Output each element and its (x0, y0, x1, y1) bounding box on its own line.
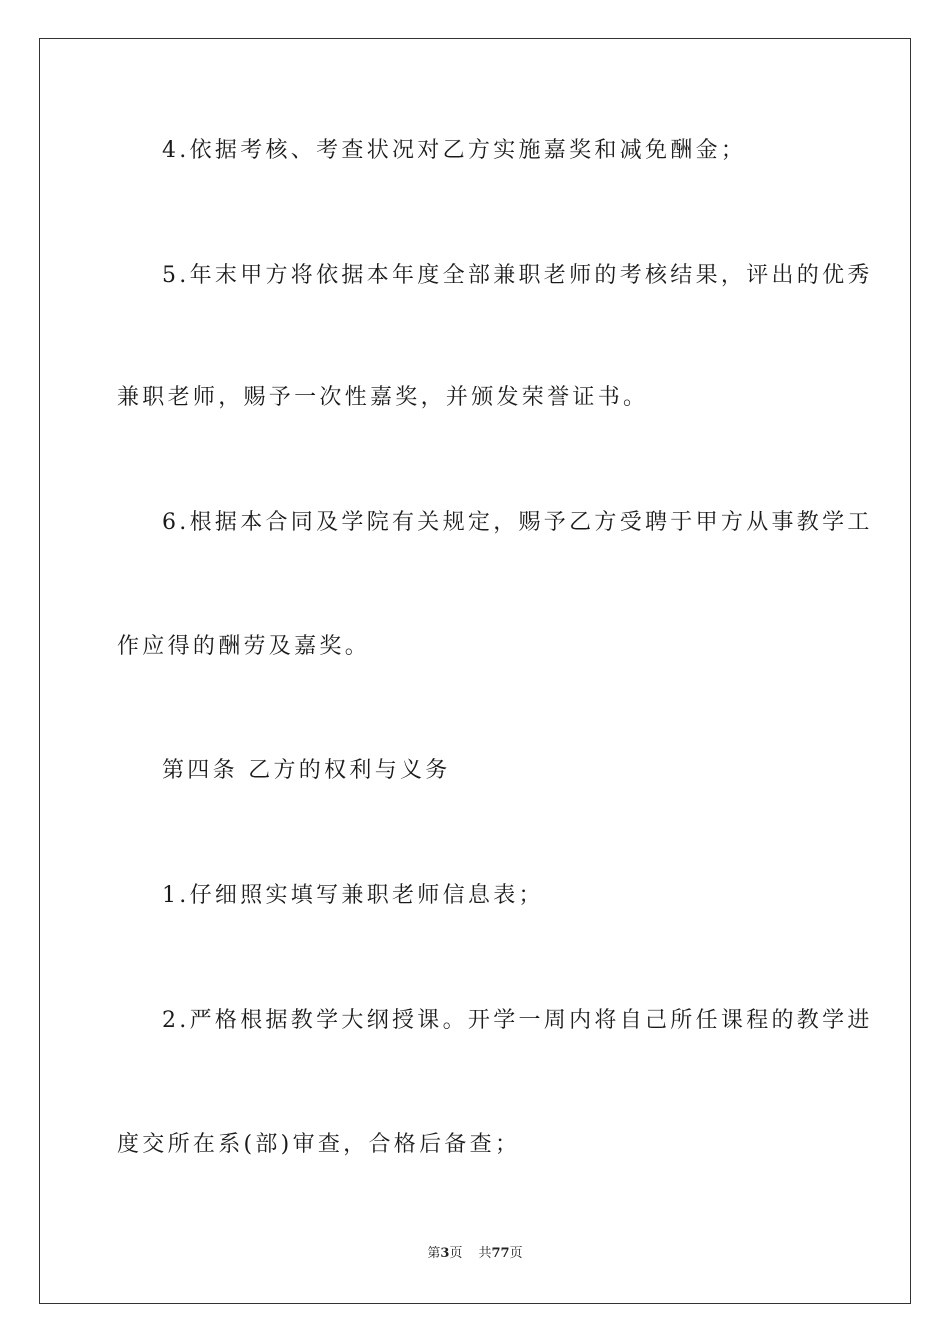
paragraph-line-7: 1.仔细照实填写兼职老师信息表； (162, 883, 544, 908)
page-prefix: 第 (427, 1246, 441, 1261)
paragraph-line-1: 4.依据考核、考查状况对乙方实施嘉奖和减免酬金； (162, 138, 747, 163)
paragraph-line-8: 2.严格根据教学大纲授课。开学一周内将自己所任课程的教学进 (162, 1008, 873, 1033)
page-suffix: 页 (449, 1246, 463, 1261)
page-border (39, 38, 911, 1304)
total-prefix: 共 (478, 1246, 492, 1261)
paragraph-line-2: 5.年末甲方将依据本年度全部兼职老师的考核结果，评出的优秀 (162, 263, 873, 288)
paragraph-line-3: 兼职老师，赐予一次性嘉奖，并颁发荣誉证书。 (117, 385, 649, 410)
paragraph-line-4: 6.根据本合同及学院有关规定，赐予乙方受聘于甲方从事教学工 (162, 510, 873, 535)
paragraph-line-9: 度交所在系(部)审查，合格后备查； (117, 1132, 521, 1157)
page-number: 3 (440, 1246, 450, 1261)
total-suffix: 页 (509, 1246, 523, 1261)
total-pages: 77 (491, 1246, 510, 1261)
paragraph-line-5: 作应得的酬劳及嘉奖。 (117, 634, 371, 659)
section-heading: 第四条 乙方的权利与义务 (162, 758, 451, 783)
page-footer (0, 1245, 950, 1263)
